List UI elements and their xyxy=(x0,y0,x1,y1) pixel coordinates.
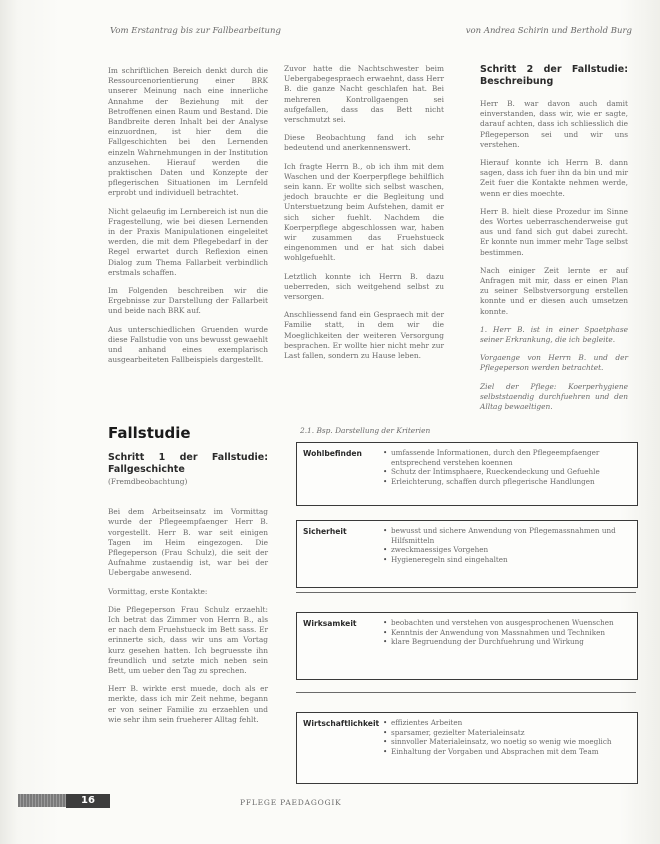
paragraph: Im schriftlichen Bereich denkt durch die Ressourcenorientierung einer BRK unserer Meinung nach eine innerliche Annahme der Beziehung mit der Betroffenen einen Raum und Bestand. Die Bandbreite deren Inhalt bei der Analyse einzuordnen, ist hier dem die Fallgeschichten bei den Lernenden einzeln Wahrnehmungen in der Institution anzusehen. Hierauf werden die praktischen Daten und Konzepte der pflegerischen Situationen im Lernfeld erprobt und individuell betrachtet. xyxy=(108,66,268,198)
italic-paragraph: 1. Herr B. ist in einer Spaetphase seiner Erkrankung, die ich begleite. xyxy=(480,324,628,345)
step1-subtitle: (Fremdbeobachtung) xyxy=(108,477,188,486)
paragraph: Herr B. wirkte erst muede, doch als er merkte, dass ich mir Zeit nehme, begann er von seiner Familie zu erzaehlen und wie sehr ihm sein frueherer Alltag fehlt. xyxy=(108,684,268,724)
list-item: • Hygieneregeln sind eingehalten xyxy=(383,555,629,565)
paragraph: Herr B. war davon auch damit einverstanden, dass wir, wie er sagte, darauf achten, dass ich schliesslich die Pflegeperson sei und wir uns verstehen. xyxy=(480,99,628,149)
step2-heading: Schritt 2 der Fallstudie: Beschreibung xyxy=(480,64,628,87)
list-item: • Schutz der Intimsphaere, Rueckendeckung und Gefuehle xyxy=(383,467,629,477)
paragraph: Diese Beobachtung fand ich sehr bedeutend und anerkennenswert. xyxy=(284,133,444,153)
list-item: • Kenntnis der Anwendung von Massnahmen und Techniken xyxy=(383,628,629,638)
criteria-box-sicherheit xyxy=(296,520,638,588)
paragraph: Bei dem Arbeitseinsatz im Vormittag wurde der Pflegeempfaenger Herr B. vorgestellt. Herr B. war seit einigen Tagen im Heim eingezogen. Die Pflegeperson (Frau Schulz), die seit der Aufnahme zustaendig ist, war bei der Uebergabe anwesend. xyxy=(108,507,268,578)
paragraph: Nach einiger Zeit lernte er auf Anfragen mit mir, dass er einen Plan zu seiner Selbstversorgung erstellen konnte und er diesen auch umsetzen konnte. xyxy=(480,265,628,316)
paragraph: Letztlich konnte ich Herrn B. dazu ueberreden, sich weitgehend selbst zu versorgen. xyxy=(284,271,444,302)
paragraph: Anschliessend fand ein Gespraech mit der Familie statt, in dem wir die Moeglichkeiten der weiteren Versorgung besprachen. Er wollte hier nicht mehr zur Last fallen, sondern zu Hause leben. xyxy=(284,310,444,361)
paragraph: Nicht gelaeufig im Lernbereich ist nun die Fragestellung, wie bei diesen Lernenden in der Praxis Manipulationen eingeleitet werden, die mit dem Pflegebedarf in der Regel erwartet durch Reflexion einen Dialog zum Thema Fallarbeit verbindlich erstmals schaffen. xyxy=(108,206,268,277)
page-footer xyxy=(0,790,660,810)
running-head-right: von Andrea Schirin und Berthold Burg xyxy=(465,26,632,36)
criteria-label: Sicherheit xyxy=(303,527,347,536)
criteria-list xyxy=(383,448,629,486)
list-item: • effizientes Arbeiten xyxy=(383,718,629,728)
divider xyxy=(296,692,636,693)
paragraph: Zuvor hatte die Nachtschwester beim Uebergabegespraech erwaehnt, dass Herr B. die ganze Nacht geschlafen hat. Bei mehreren Kontrollgaengen sei aufgefallen, dass das Bett nicht verschmutzt sei. xyxy=(284,64,444,125)
page-number: 16 xyxy=(66,794,110,808)
fallstudie-column xyxy=(108,452,268,733)
criteria-box-wohlbefinden xyxy=(296,442,638,506)
list-item: • Einhaltung der Vorgaben und Absprachen mit dem Team xyxy=(383,747,629,757)
step1-heading: Schritt 1 der Fallstudie: Fallgeschichte xyxy=(108,452,268,475)
divider xyxy=(296,592,636,593)
section-title: Fallstudie xyxy=(108,424,191,442)
running-head-left: Vom Erstantrag bis zur Fallbearbeitung xyxy=(110,26,281,36)
list-item: • sparsamer, gezielter Materialeinsatz xyxy=(383,728,629,738)
italic-paragraph: Vorgaenge von Herrn B. und der Pflegeperson werden betrachtet. xyxy=(480,353,628,373)
italic-paragraph: Ziel der Pflege: Koerperhygiene selbststaendig durchfuehren und den Alltag bewaeltigen. xyxy=(480,381,628,412)
criteria-box-wirksamkeit xyxy=(296,612,638,680)
criteria-list xyxy=(383,526,629,564)
criteria-label: Wirtschaftlichkeit xyxy=(303,719,380,728)
list-item: • zweckmaessiges Vorgehen xyxy=(383,545,629,555)
list-item: • umfassende Informationen, durch den Pflegeempfaenger entsprechend verstehen koennen xyxy=(383,448,629,467)
paragraph: Ich fragte Herrn B., ob ich ihm mit dem Waschen und der Koerperpflege behilflich sein kann. Er wollte sich selbst waschen, jedoch brauchte er die Begleitung und Unterstuetzung beim Aufstehen, damit er sich sicher fuehlt. Nachdem die Koerperpflege abgeschlossen war, haben wir zusammen das Fruehstueck eingenommen und er hat sich dabei wohlgefuehlt. xyxy=(284,161,444,263)
publication-title: PFLEGE PAEDAGOGIK xyxy=(240,798,342,807)
paragraph: Hierauf konnte ich Herrn B. dann sagen, dass ich fuer ihn da bin und mir Zeit fuer die Kontakte nehmen werde, wenn er dies moechte. xyxy=(480,158,628,198)
paragraph: Herr B. hielt diese Prozedur im Sinne des Wortes ueberraschenderweise gut aus und fand sich gut dabei zurecht. Er konnte nun immer mehr Tage selbst bestimmen. xyxy=(480,206,628,257)
criteria-list xyxy=(383,618,629,647)
column-c xyxy=(480,64,628,420)
column-b xyxy=(284,64,444,369)
paragraph: Aus unterschiedlichen Gruenden wurde diese Fallstudie von uns bewusst gewaehlt und anhand eines exemplarisch ausgearbeiteten Fallbeispiels dargestellt. xyxy=(108,324,268,365)
list-item: • bewusst und sichere Anwendung von Pflegemassnahmen und Hilfsmitteln xyxy=(383,526,629,545)
list-item: • klare Begruendung der Durchfuehrung und Wirkung xyxy=(383,637,629,647)
paragraph: Die Pflegeperson Frau Schulz erzaehlt: Ich betrat das Zimmer von Herrn B., als er nach dem Fruehstueck im Bett sass. Er erinnerte sich, dass wir uns am Vortag kurz gesehen hatten. Ich begruesste ihn freundlich und setzte mich neben sein Bett, um ueber den Tag zu sprechen. xyxy=(108,604,268,676)
criteria-label: Wohlbefinden xyxy=(303,449,362,458)
criteria-box-wirtschaftlichkeit xyxy=(296,712,638,784)
criteria-label: Wirksamkeit xyxy=(303,619,357,628)
paragraph: Vormittag, erste Kontakte: xyxy=(108,586,208,596)
folio-bar xyxy=(18,794,66,807)
table-caption: 2.1. Bsp. Darstellung der Kriterien xyxy=(300,426,431,435)
list-item: • sinnvoller Materialeinsatz, wo noetig so wenig wie moeglich xyxy=(383,737,629,747)
list-item: • Erleichterung, schaffen durch pflegerische Handlungen xyxy=(383,477,629,487)
list-item: • beobachten und verstehen von ausgesprochenen Wuenschen xyxy=(383,618,629,628)
criteria-list xyxy=(383,718,629,756)
paragraph: Im Folgenden beschreiben wir die Ergebnisse zur Darstellung der Fallarbeit und beide nach BRK auf. xyxy=(108,286,268,316)
column-a xyxy=(108,66,268,373)
